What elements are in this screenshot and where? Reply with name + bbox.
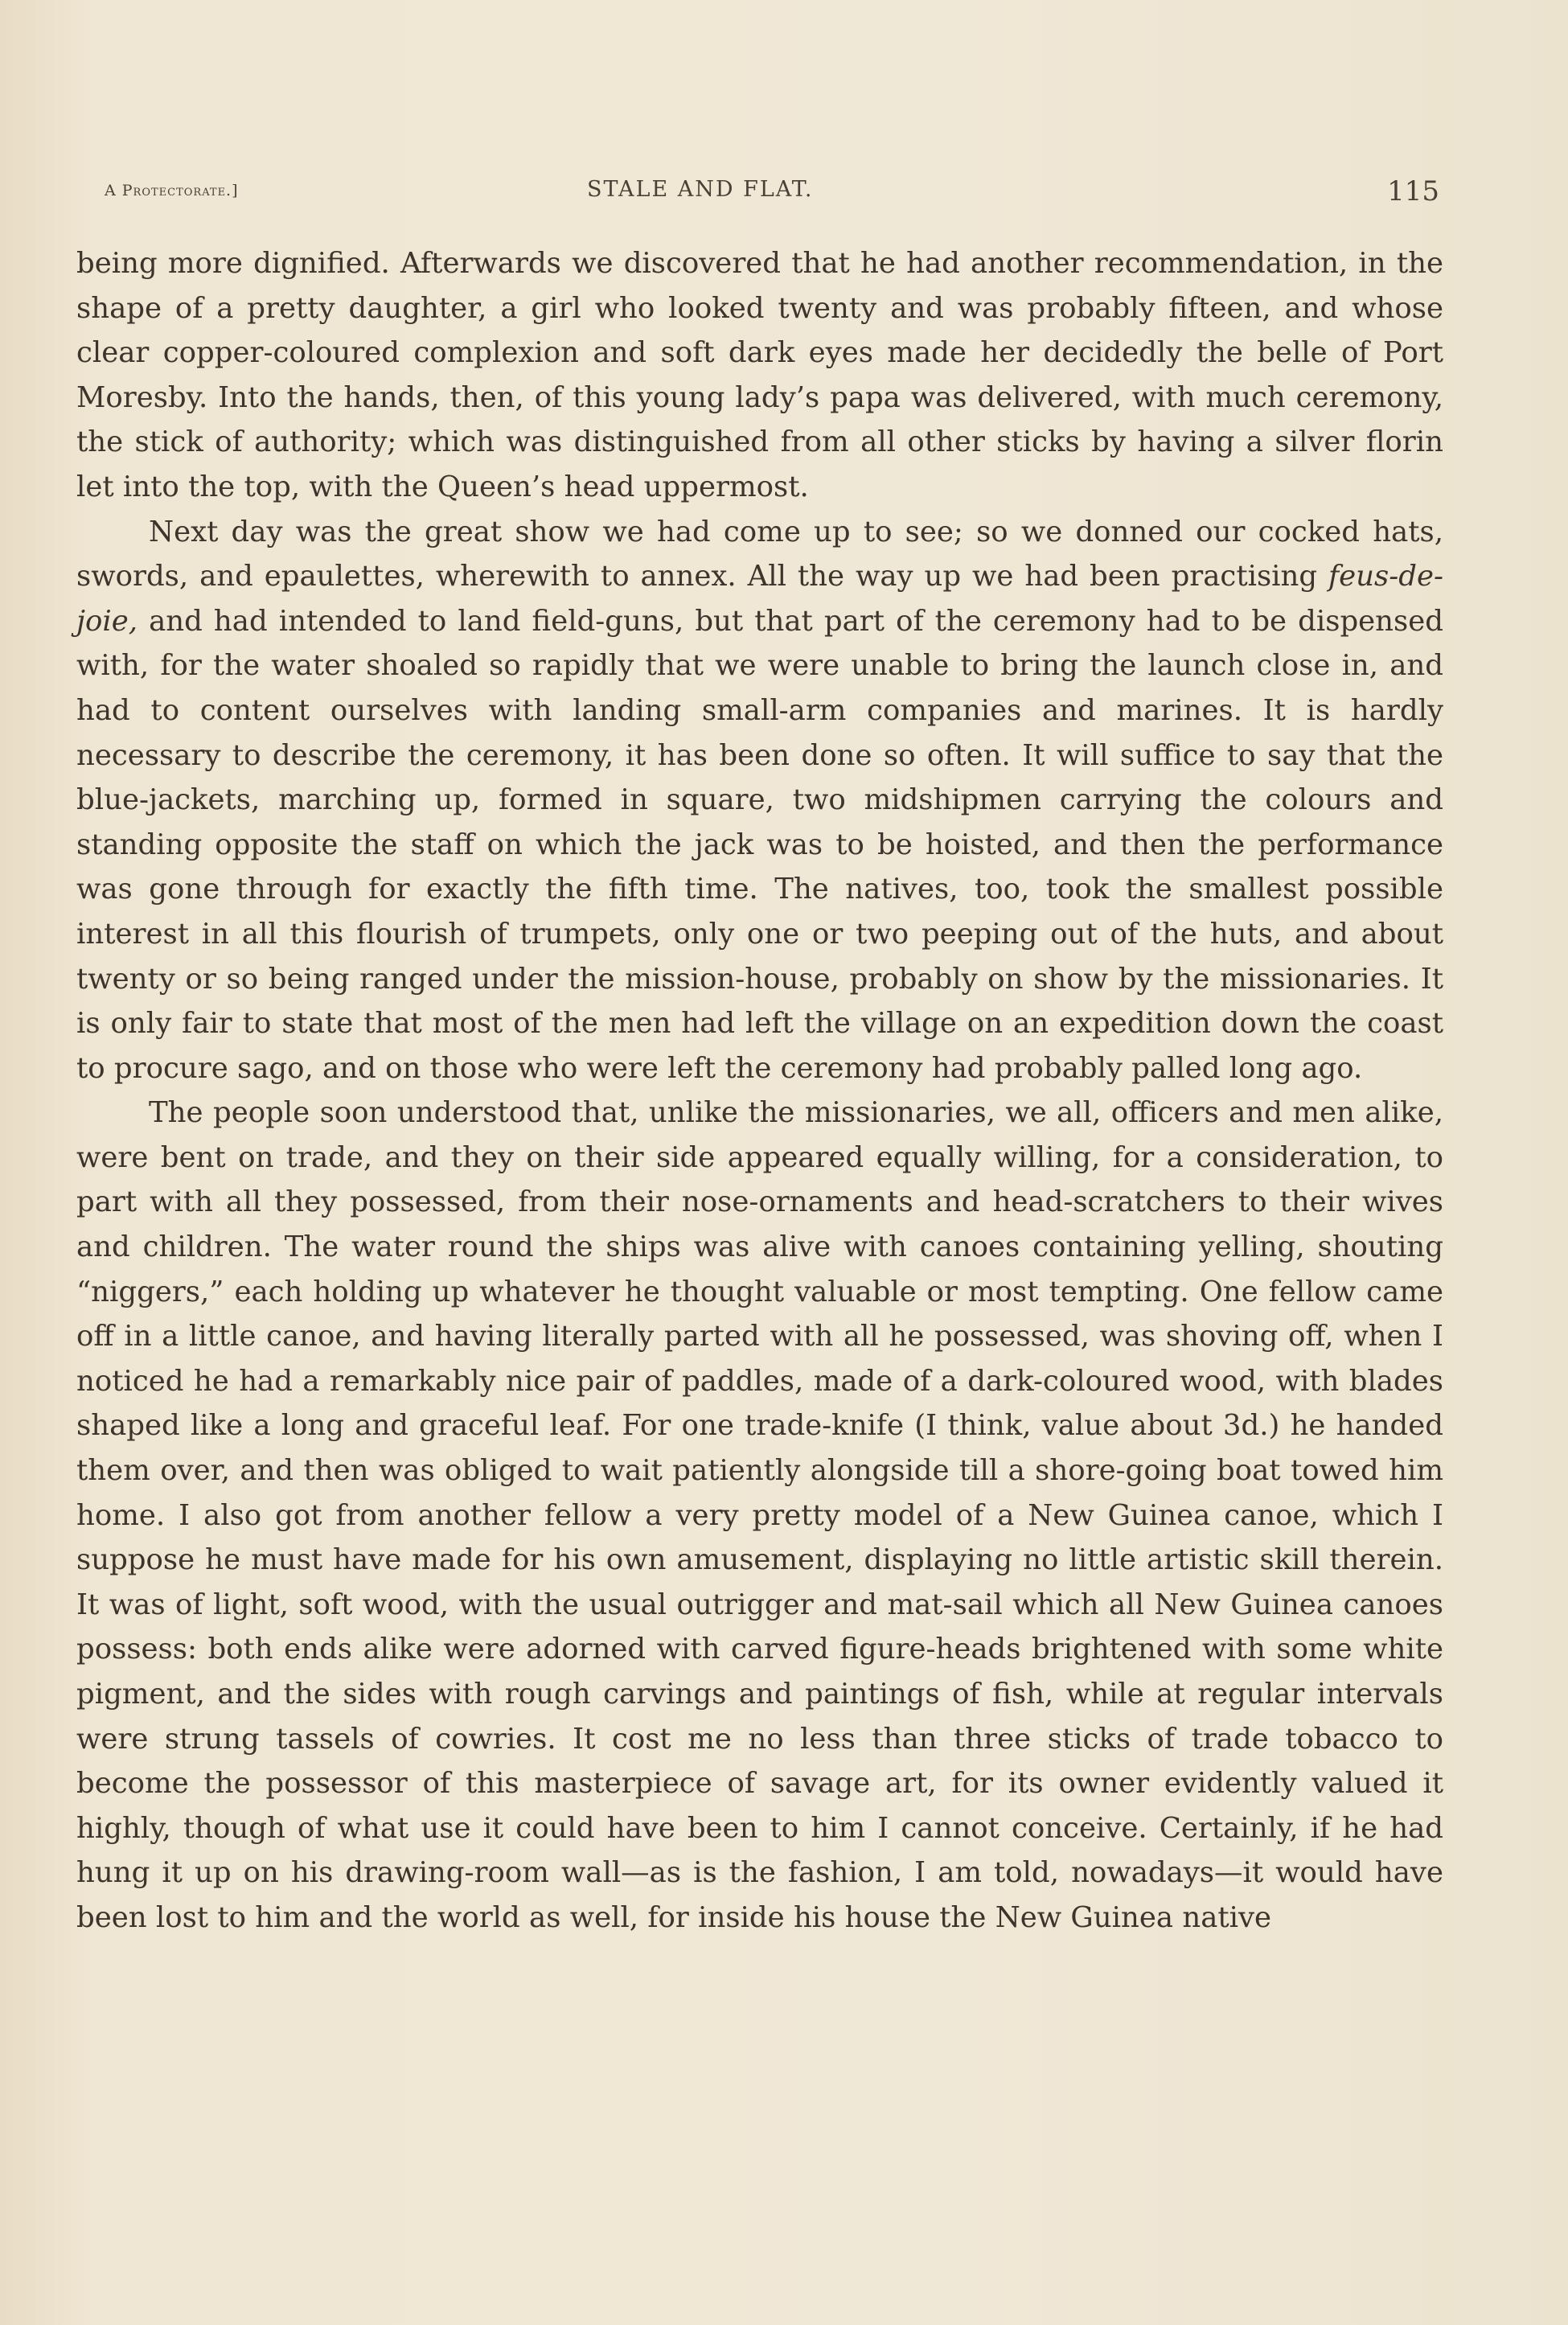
paragraph-3: The people soon understood that, unlike the missionaries, we all, officers and men alike, were bent on trade, and they on their side appeared equally willing, for a consideration, to part with all they possessed, from their nose-ornaments and head-scratchers to their wives and children. The water round the ships was alive with canoes containing yelling, shouting “niggers,” each holding up whatever he thought valuable or most tempting. One fellow came off in a little canoe, and having literally parted with all he possessed, was shoving off, when I noticed he had a remarkably nice pair of paddles, made of a dark-coloured wood, with blades shaped like a long and graceful leaf. For one trade-knife (I think, value about 3d.) he handed them over, and then was obliged to wait patiently alongside till a shore-going boat towed him home. I also got from another fellow a very pretty model of a New Guinea canoe, which I suppose he must have made for his own amusement, displaying no little artistic skill therein. It was of light, soft wood, with the usual outrigger and mat-sail which all New Guinea canoes possess: both ends alike were adorned with carved figure-heads brightened with some white pigment, and the sides with rough carvings and paintings of fish, while at regular intervals were strung tassels of cowries. It cost me no less than three sticks of trade tobacco to become the possessor of this masterpiece of savage art, for its owner evidently valued it highly, though of what use it could have been to him I cannot conceive. Certainly, if he had hung it up on his drawing-room wall—as is the fashion, I am told, nowadays—it would have been lost to him and the world as well, for inside his house the New Guinea native	[76, 1096, 1443, 1934]
paragraph-2-text-after: and had intended to land field-guns, but that part of the ceremony had to be dispensed with, for the water shoaled so rapidly that we were unable to bring the launch close in, and had to content ourselves with landing small-arm companies and marines. It is hardly necessary to describe the ceremony, it has been done so often. It will suffice to say that the blue-jackets, marching up, formed in square, two midshipmen carrying the colours and standing opposite the staff on which the jack was to be hoisted, and then the performance was gone through for exactly the fifth time. The natives, too, took the smallest possible interest in all this flourish of trumpets, only one or two peeping out of the huts, and about twenty or so being ranged under the mission-house, probably on show by the missionaries. It is only fair to state that most of the men had left the village on an expedition down the coast to procure sago, and on those who were left the ceremony had probably palled long ago.	[76, 604, 1443, 1085]
running-head-title: STALE AND FLAT.	[587, 177, 814, 202]
page-number: 115	[1387, 175, 1439, 207]
paragraph-2-text-before: Next day was the great show we had come up to see; so we donned our cocked hats, swords, and epaulettes, wherewith to annex. All the way up we had been practising	[76, 515, 1443, 594]
italic-phrase: feus-de-joie,	[76, 560, 1443, 638]
running-head-left: A Protectorate.]	[105, 182, 239, 199]
body-text	[76, 241, 1443, 1941]
page-header	[105, 175, 1439, 207]
paragraph-1: being more dignified. Afterwards we discovered that he had another recommendation, in the shape of a pretty daughter, a girl who looked twenty and was probably fifteen, and whose clear copper-coloured complexion and soft dark eyes made her decidedly the belle of Port Moresby. Into the hands, then, of this young lady’s papa was delivered, with much ceremony, the stick of authority; which was distinguished from all other sticks by having a silver florin let into the top, with the Queen’s head uppermost.	[76, 247, 1443, 503]
paragraph-2	[76, 510, 1443, 1091]
